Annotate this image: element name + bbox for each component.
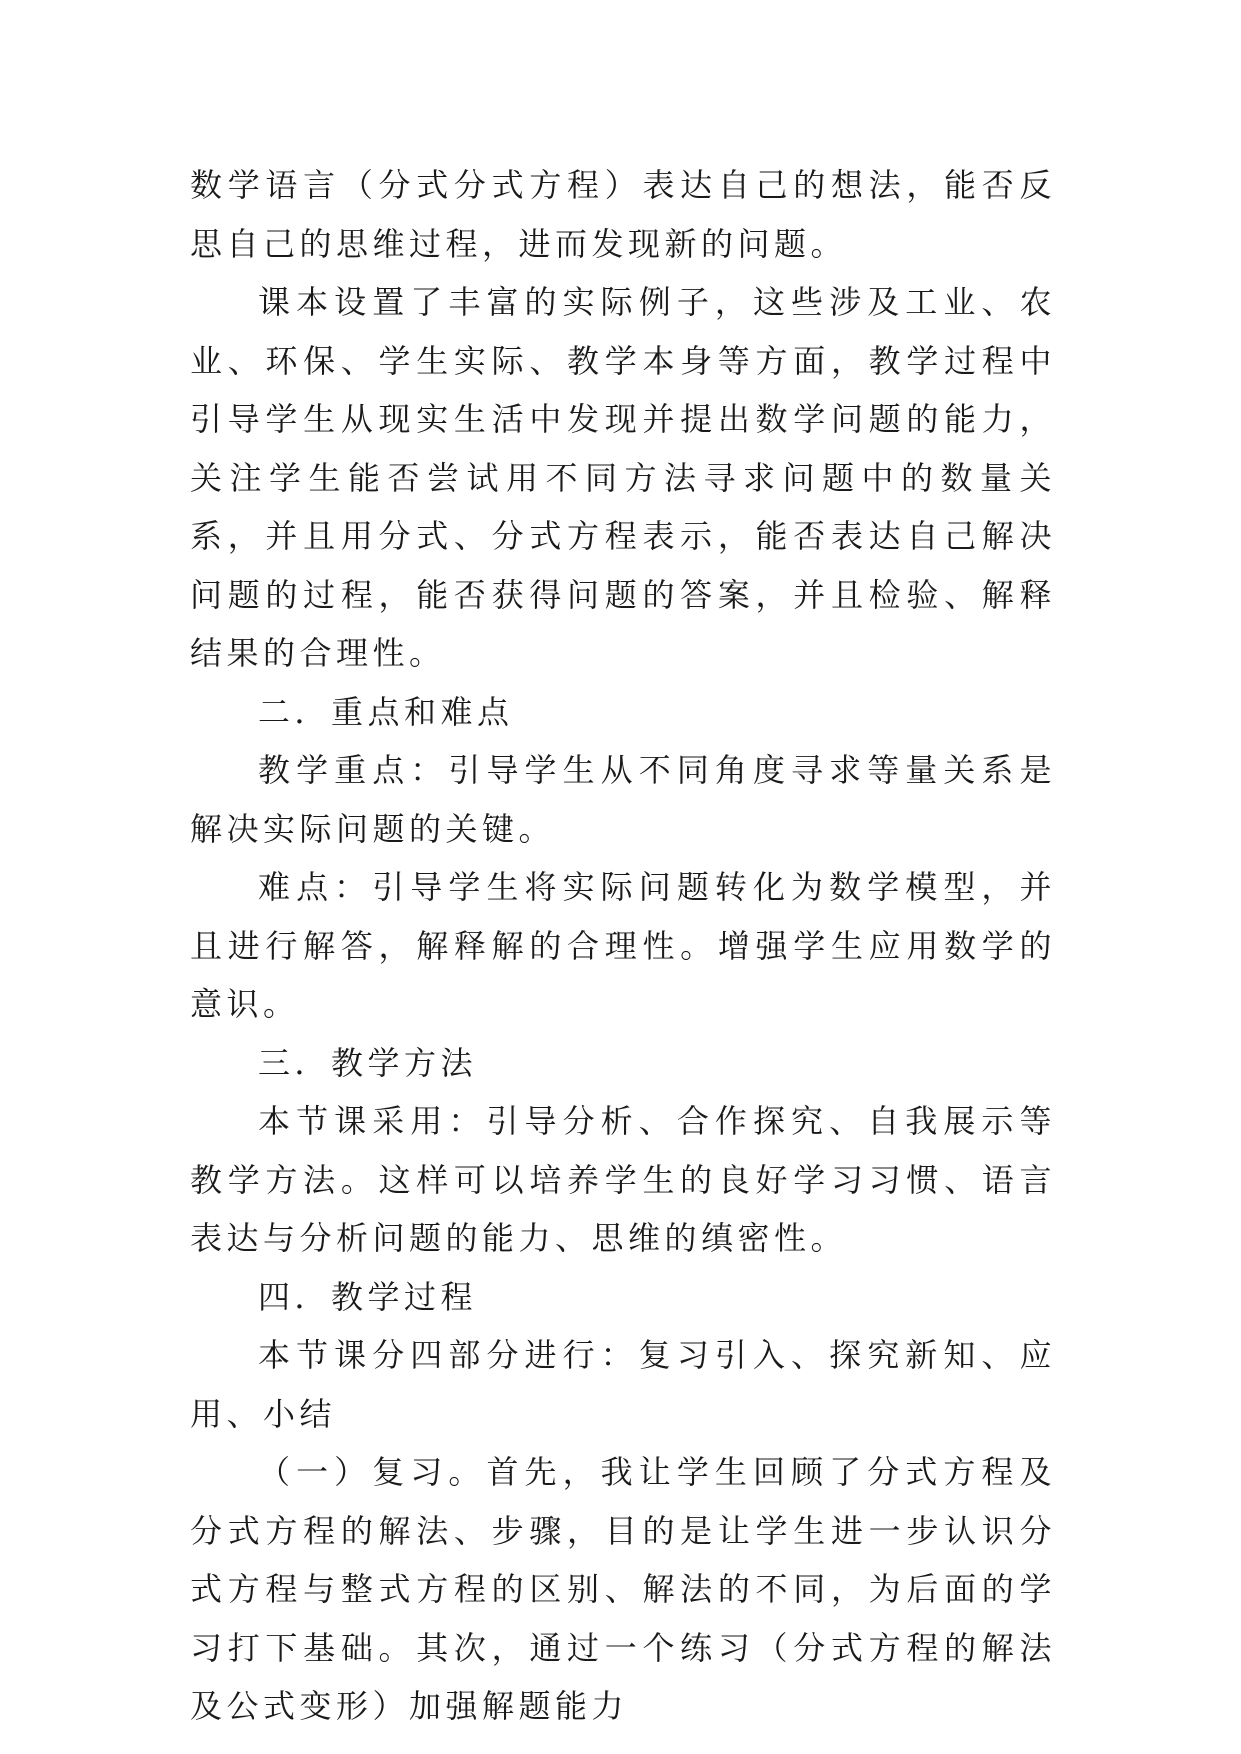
section-heading: 三．教学方法 — [258, 1043, 478, 1082]
paragraph: 数学语言（分式分式方程）表达自己的想法，能否反思自己的思维过程，进而发现新的问题。 — [190, 166, 1056, 263]
paragraph: 本节课采用：引导分析、合作探究、自我展示等教学方法。这样可以培养学生的良好学习习惯、语言表达与分析问题的能力、思维的缜密性。 — [190, 1102, 1056, 1257]
document-page — [190, 156, 1056, 1736]
section-heading: 四．教学过程 — [258, 1277, 478, 1316]
paragraph: （一）复习。首先，我让学生回顾了分式方程及分式方程的解法、步骤，目的是让学生进一步认识分式方程与整式方程的区别、解法的不同，为后面的学习打下基础。其次，通过一个练习（分式方程的解法及公式变形）加强解题能力 — [190, 1453, 1056, 1725]
paragraph: 难点：引导学生将实际问题转化为数学模型，并且进行解答，解释解的合理性。增强学生应用数学的意识。 — [190, 868, 1056, 1023]
paragraph: 课本设置了丰富的实际例子，这些涉及工业、农业、环保、学生实际、教学本身等方面，教学过程中引导学生从现实生活中发现并提出数学问题的能力，关注学生能否尝试用不同方法寻求问题中的数量关系，并且用分式、分式方程表示，能否表达自己解决问题的过程，能否获得问题的答案，并且检验、解释结果的合理性。 — [190, 283, 1056, 672]
paragraph: 本节课分四部分进行：复习引入、探究新知、应用、小结 — [190, 1336, 1056, 1433]
section-heading: 二．重点和难点 — [258, 692, 514, 731]
paragraph: 教学重点：引导学生从不同角度寻求等量关系是解决实际问题的关键。 — [190, 751, 1056, 848]
